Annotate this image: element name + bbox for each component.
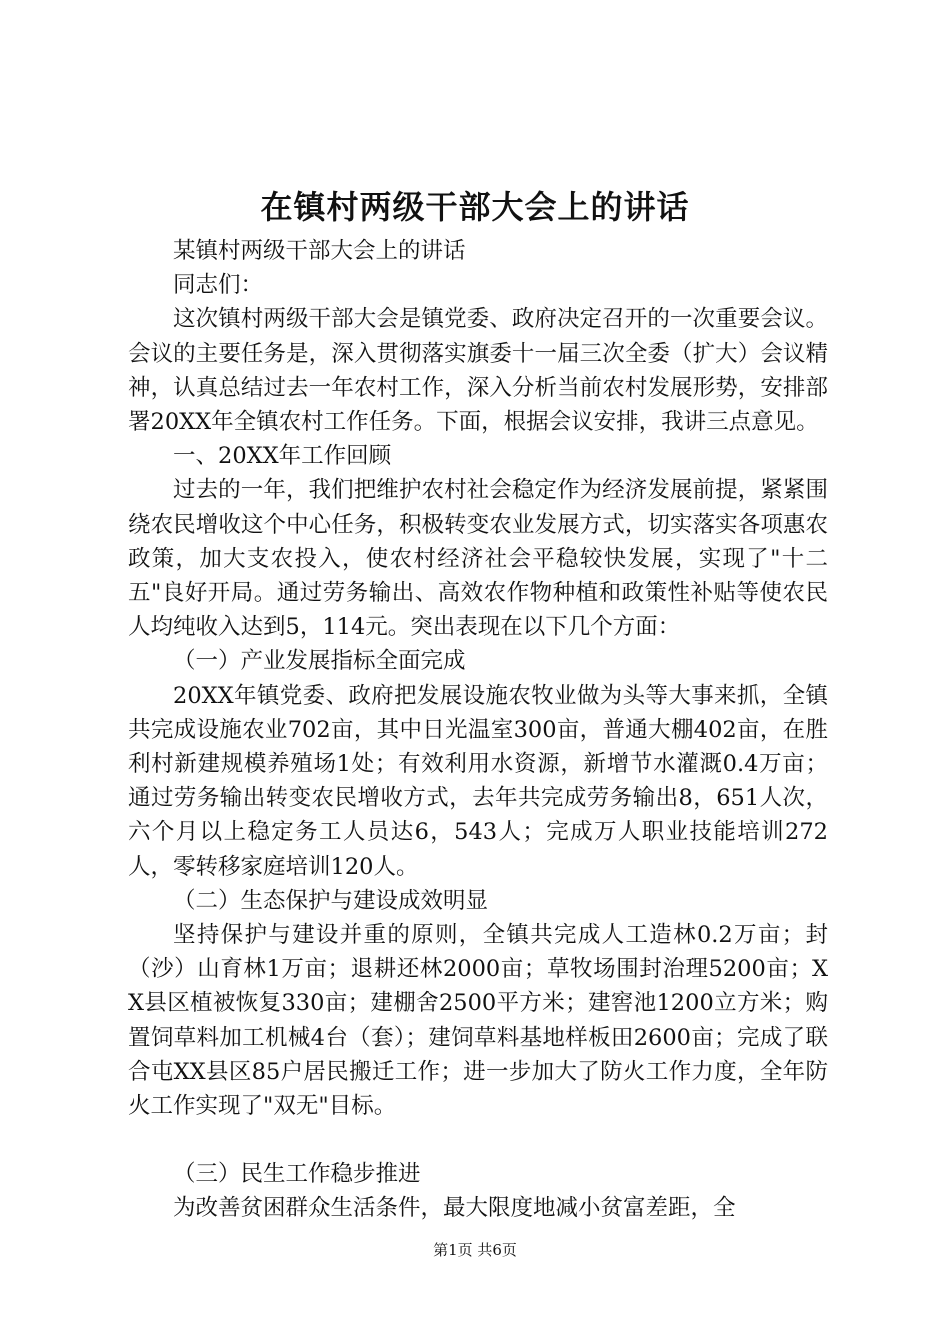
paragraph-industry: 20XX年镇党委、政府把发展设施农牧业做为头等大事来抓，全镇共完成设施农业702亩，其中日光温室300亩，普通大棚402亩，在胜利村新建规模养殖场1处；有效利用水资源，新增节水灌溉0.4万亩；通过劳务输出转变农民增收方式，去年共完成劳务输出8，651人次，六个月以上稳定务工人员达6，543人；完成万人职业技能培训272人，零转移家庭培训120人。 (128, 682, 828, 880)
document-title: 在镇村两级干部大会上的讲话 (260, 188, 690, 226)
paragraph-review: 过去的一年，我们把维护农村社会稳定作为经济发展前提，紧紧围绕农民增收这个中心任务，积极转变农业发展方式，切实落实各项惠农政策，加大支农投入，使农村经济社会平稳较快发展，实现了"十二五"良好开局。通过劳务输出、高效农作物种植和政策性补贴等使农民人均纯收入达到5，114元。突出表现在以下几个方面： (128, 477, 828, 641)
subsection-heading-industry: （一）产业发展指标全面完成 (173, 648, 466, 675)
paragraph-ecology: 坚持保护与建设并重的原则，全镇共完成人工造林0.2万亩；封（沙）山育林1万亩；退耕还林2000亩；草牧场围封治理5200亩；XX县区植被恢复330亩；建棚舍2500平方米；建窖池1200立方米；购置饲草料加工机械4台（套）；建饲草料基地样板田2600亩；完成了联合屯XX县区85户居民搬迁工作；进一步加大了防火工作力度，全年防火工作实现了"双无"目标。 (128, 922, 828, 1120)
paragraph-intro: 这次镇村两级干部大会是镇党委、政府决定召开的一次重要会议。会议的主要任务是，深入贯彻落实旗委十一届三次全委（扩大）会议精神，认真总结过去一年农村工作，深入分析当前农村发展形势，安排部署20XX年全镇农村工作任务。下面，根据会议安排，我讲三点意见。 (128, 306, 828, 436)
section-heading-review: 一、20XX年工作回顾 (173, 443, 392, 470)
page-number-footer: 第1页 共6页 (433, 1241, 517, 1259)
paragraph-salutation: 同志们： (173, 272, 264, 299)
paragraph-subtitle: 某镇村两级干部大会上的讲话 (173, 238, 466, 264)
document-body (128, 234, 828, 1226)
subsection-heading-ecology: （二）生态保护与建设成效明显 (173, 887, 489, 914)
subsection-heading-livelihood: （三）民生工作稳步推进 (173, 1161, 421, 1188)
paragraph-livelihood: 为改善贫困群众生活条件，最大限度地减小贫富差距，全 (173, 1195, 736, 1222)
